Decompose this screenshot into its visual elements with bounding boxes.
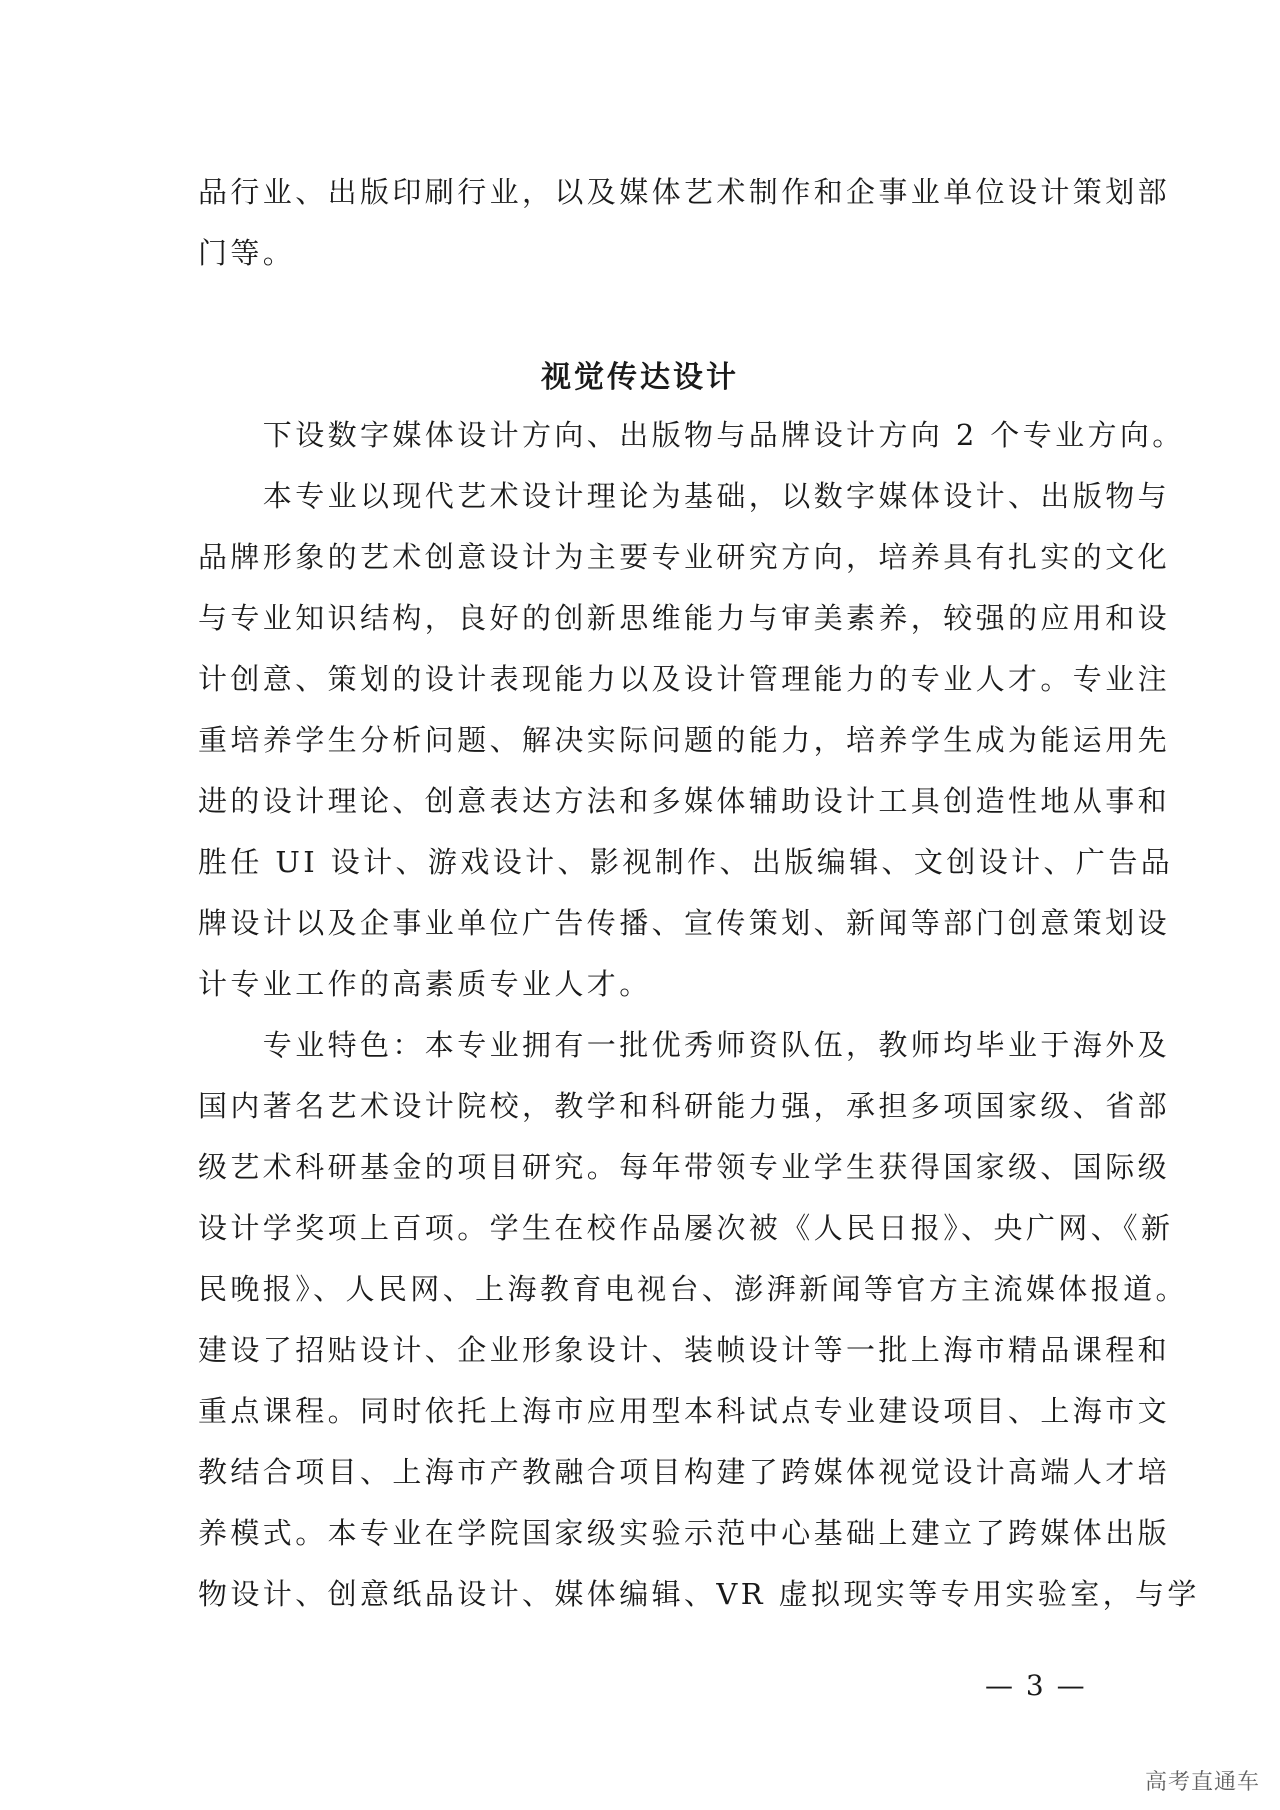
- paragraph-line: 计创意、策划的设计表现能力以及设计管理能力的专业人才。专业注: [198, 662, 1171, 696]
- section-title: 视觉传达设计: [541, 360, 739, 395]
- paragraph-line: 国内著名艺术设计院校，教学和科研能力强，承担多项国家级、省部: [198, 1089, 1171, 1123]
- paragraph-line: 进的设计理论、创意表达方法和多媒体辅助设计工具创造性地从事和: [198, 784, 1171, 818]
- paragraph-line: 养模式。本专业在学院国家级实验示范中心基础上建立了跨媒体出版: [198, 1516, 1171, 1550]
- paragraph-line: 级艺术科研基金的项目研究。每年带领专业学生获得国家级、国际级: [198, 1150, 1171, 1184]
- watermark: 高考直通车: [1144, 1770, 1260, 1795]
- paragraph-line: 门等。: [198, 236, 296, 270]
- paragraph-line: 计专业工作的高素质专业人才。: [198, 967, 652, 1001]
- paragraph-line: 胜任 UI 设计、游戏设计、影视制作、出版编辑、文创设计、广告品: [198, 845, 1174, 879]
- paragraph-line: 专业特色：本专业拥有一批优秀师资队伍，教师均毕业于海外及: [198, 1028, 1171, 1062]
- paragraph-line: 教结合项目、上海市产教融合项目构建了跨媒体视觉设计高端人才培: [198, 1455, 1171, 1489]
- paragraph-line: 重点课程。同时依托上海市应用型本科试点专业建设项目、上海市文: [198, 1394, 1171, 1428]
- paragraph-1: [198, 405, 1185, 466]
- paragraph-2: [198, 466, 1174, 1015]
- paragraph-line: 下设数字媒体设计方向、出版物与品牌设计方向 2 个专业方向。: [198, 418, 1185, 452]
- paragraph-line: 设计学奖项上百项。学生在校作品屡次被《人民日报》、央广网、《新: [198, 1211, 1174, 1245]
- paragraph-line: 民晚报》、人民网、上海教育电视台、澎湃新闻等官方主流媒体报道。: [198, 1272, 1188, 1306]
- paragraph-3: [198, 1015, 1200, 1625]
- paragraph-line: 本专业以现代艺术设计理论为基础，以数字媒体设计、出版物与: [198, 479, 1171, 513]
- paragraph-line: 重培养学生分析问题、解决实际问题的能力，培养学生成为能运用先: [198, 723, 1171, 757]
- paragraph-line: 与专业知识结构，良好的创新思维能力与审美素养，较强的应用和设: [198, 601, 1171, 635]
- page-number: — 3 —: [985, 1669, 1087, 1702]
- paragraph-line: 牌设计以及企事业单位广告传播、宣传策划、新闻等部门创意策划设: [198, 906, 1171, 940]
- paragraph-line: 品牌形象的艺术创意设计为主要专业研究方向，培养具有扎实的文化: [198, 540, 1171, 574]
- paragraph-line: 品行业、出版印刷行业，以及媒体艺术制作和企事业单位设计策划部: [198, 175, 1171, 209]
- paragraph-line: 建设了招贴设计、企业形象设计、装帧设计等一批上海市精品课程和: [198, 1333, 1171, 1367]
- top-paragraph: [198, 162, 1171, 284]
- paragraph-line: 物设计、创意纸品设计、媒体编辑、VR 虚拟现实等专用实验室，与学: [198, 1577, 1200, 1611]
